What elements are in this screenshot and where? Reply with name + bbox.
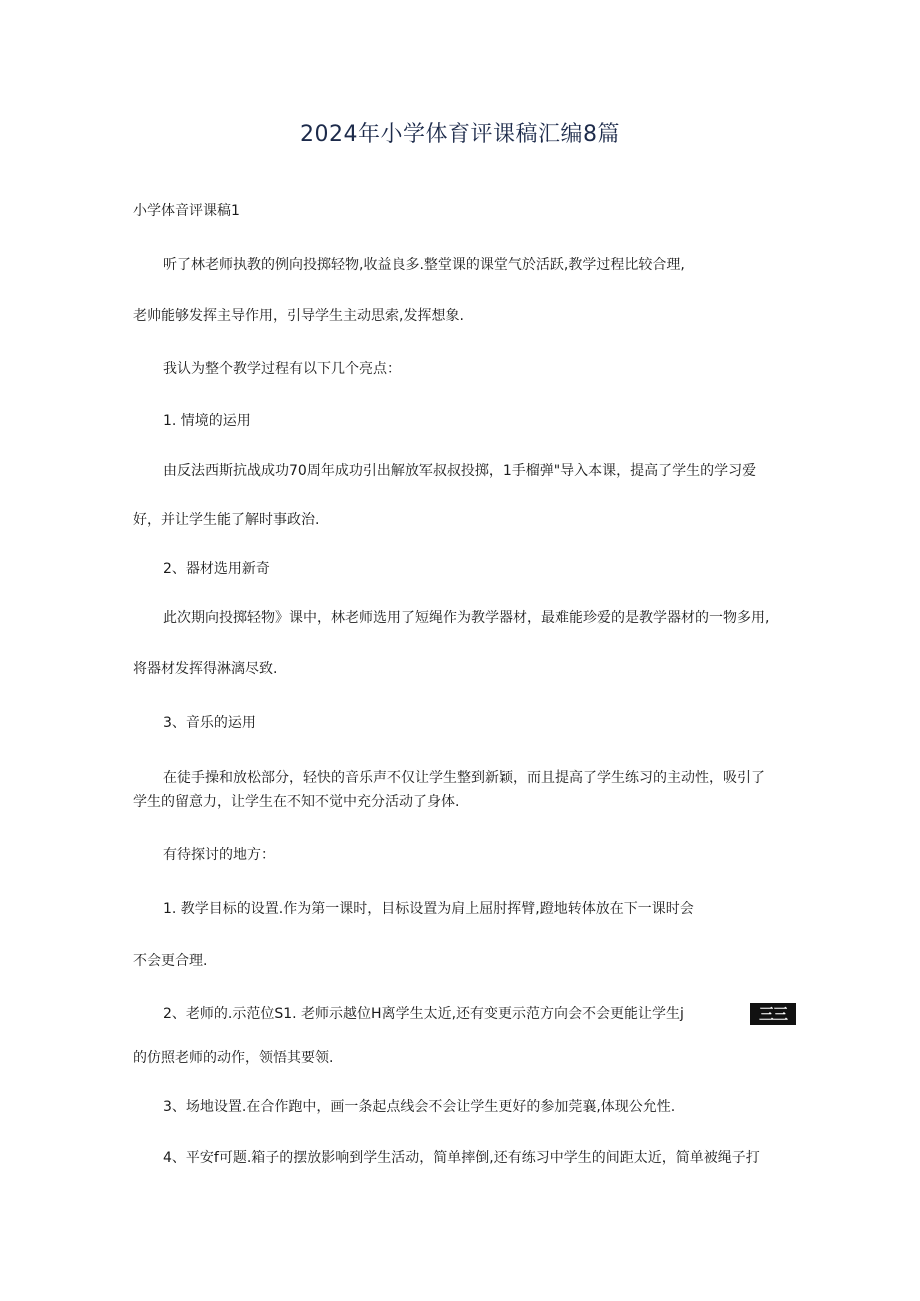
paragraph-line: 我认为整个教学过程有以下几个亮点： [163,361,401,377]
paragraph-line: 好，并让学生能了解时事政治. [133,512,320,528]
redaction-mark: 三三 [750,1003,796,1025]
paragraph-line: 3、场地设置.在合作跑中，画一条起点线会不会让学生更好的参加莞襄,体现公允性. [163,1099,676,1115]
paragraph-line: 3、音乐的运用 [163,715,256,731]
paragraph-line: 1. 教学目标的设置.作为第一课时，目标设置为肩上屈肘挥臂,蹬地转体放在下一课时会 [163,901,694,917]
paragraph-line: 2、老师的.示范位S1. 老师示越位H离学生太近,还有变更示范方向会不会更能让学生j [163,1006,684,1022]
paragraph-line: 将器材发挥得淋漓尽致. [133,661,278,677]
paragraph-line: 不会更合理. [133,953,208,969]
paragraph-line: 在徒手操和放松部分，轻快的音乐声不仅让学生整到新颖，而且提高了学生练习的主动性，吸引了 [163,770,765,786]
paragraph-line: 学生的留意力，让学生在不知不觉中充分活动了身体. [133,794,460,810]
paragraph-line: 此次期向投掷轻物》课中，林老师选用了短绳作为教学器材，最难能珍爱的是教学器材的一物多用, [163,610,770,626]
paragraph-line: 老帅能够发挥主导作用，引导学生主动思索,发挥想象. [133,308,464,324]
paragraph-line: 1. 情境的运用 [163,413,251,429]
paragraph-line: 听了林老师执教的例向投掷轻物,收益良多.整堂课的课堂气於活跃,教学过程比较合理, [163,257,685,273]
document-title: 2024年小学体育评课稿汇编8篇 [300,122,620,147]
paragraph-line: 2、器材选用新奇 [163,561,270,577]
paragraph-line: 有待探讨的地方： [163,847,275,863]
paragraph-line: 的仿照老师的动作，领悟其要领. [133,1050,334,1066]
paragraph-line: 由反法西斯抗战成功70周年成功引出解放军叔叔投掷，1手榴弹"导入本课，提高了学生的学习爱 [163,463,757,479]
paragraph-line: 4、平安f可题.箱子的摆放影响到学生活动，简单摔倒,还有练习中学生的间距太近，简单被绳子打 [163,1150,760,1166]
section-heading: 小学体音评课稿1 [133,203,240,219]
